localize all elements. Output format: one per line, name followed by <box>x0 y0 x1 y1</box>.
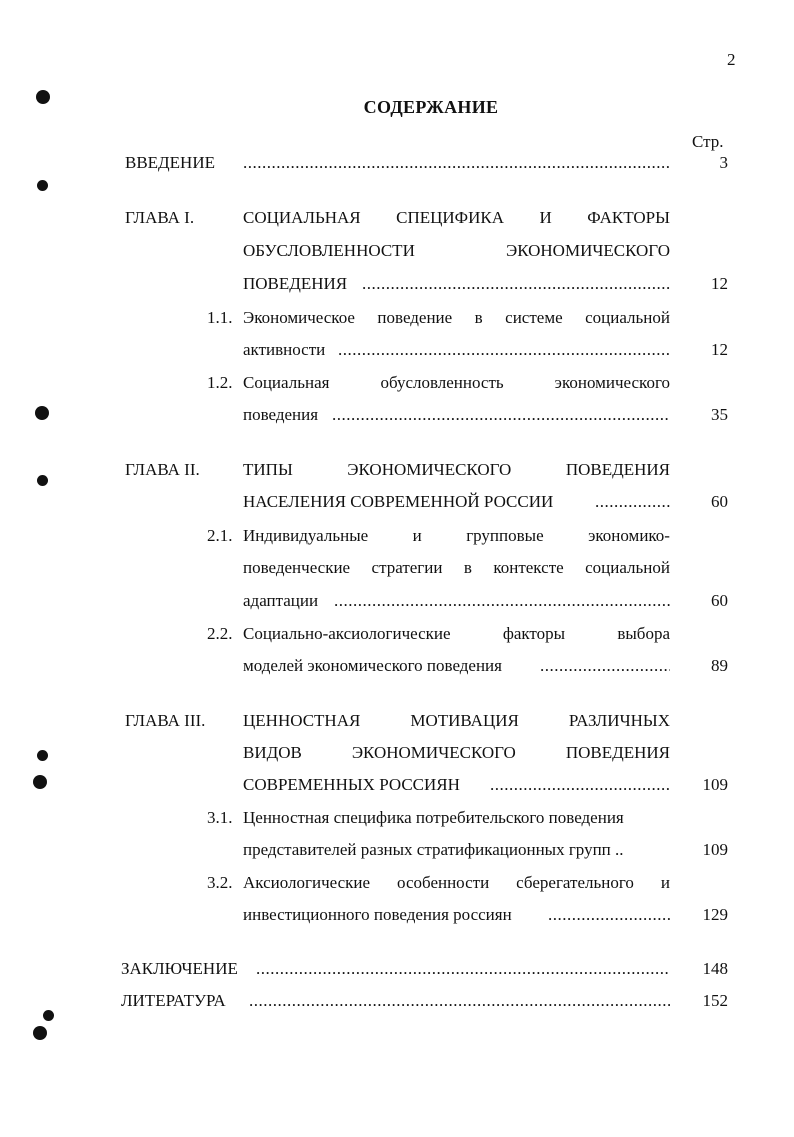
leader-dots <box>595 491 670 513</box>
leader-dots <box>249 990 670 1012</box>
toc-page-number: 152 <box>702 991 728 1010</box>
section-number: 1.2. <box>207 373 233 392</box>
section-title-line: моделей экономического поведения <box>243 656 502 675</box>
toc-page-number: 35 <box>711 405 728 424</box>
punch-hole-mark <box>33 1026 47 1040</box>
page-column-header: Стр. <box>692 132 724 151</box>
leader-dots <box>334 590 670 612</box>
toc-entry-intro[interactable] <box>0 152 794 174</box>
leader-dots <box>548 904 670 926</box>
toc-page-number: 148 <box>702 959 728 978</box>
section-title-line: представителей разных стратификационных групп .. <box>243 840 624 859</box>
chapter-title-line: ТИПЫ ЭКОНОМИЧЕСКОГО ПОВЕДЕНИЯ <box>243 460 670 479</box>
chapter-label: ГЛАВА III. <box>125 711 206 730</box>
leader-dots <box>362 273 670 295</box>
section-title-line: Социальная обусловленность экономического <box>243 373 670 392</box>
leader-dots <box>490 774 670 796</box>
leader-dots <box>332 404 670 426</box>
leader-dots <box>243 152 670 174</box>
toc-page-number: 89 <box>711 656 728 675</box>
toc-page-number: 60 <box>711 492 728 511</box>
toc-page-number: 3 <box>719 153 728 172</box>
chapter-title-line: ЦЕННОСТНАЯ МОТИВАЦИЯ РАЗЛИЧНЫХ <box>243 711 670 730</box>
section-number: 2.2. <box>207 624 233 643</box>
section-title-line: поведенческие стратегии в контексте социальной <box>243 558 670 577</box>
section-title-line: инвестиционного поведения россиян <box>243 905 512 924</box>
chapter-title-line: СОЦИАЛЬНАЯ СПЕЦИФИКА И ФАКТОРЫ <box>243 208 670 227</box>
section-title-line: поведения <box>243 405 319 424</box>
section-number: 3.1. <box>207 808 233 827</box>
section-title-line: Аксиологические особенности сберегательного и <box>243 873 670 892</box>
toc-entry-label: ВВЕДЕНИЕ <box>125 153 215 172</box>
chapter-title-line: ПОВЕДЕНИЯ <box>243 274 348 293</box>
toc-entry-label: ЗАКЛЮЧЕНИЕ <box>121 959 238 978</box>
chapter-title-line: НАСЕЛЕНИЯ СОВРЕМЕННОЙ РОССИИ <box>243 492 554 511</box>
punch-hole-mark <box>37 180 48 191</box>
chapter-title-line: СОВРЕМЕННЫХ РОССИЯН <box>243 775 460 794</box>
leader-dots <box>338 339 670 361</box>
section-title-line: адаптации <box>243 591 319 610</box>
toc-page-number: 12 <box>711 274 728 293</box>
section-title-line: Ценностная специфика потребительского поведения <box>243 808 624 827</box>
section-number: 1.1. <box>207 308 233 327</box>
toc-page-number: 109 <box>702 840 728 859</box>
toc-entry-conclusion[interactable] <box>0 958 794 980</box>
section-title-line: Социально-аксиологические факторы выбора <box>243 624 670 643</box>
toc-entry-literature[interactable] <box>0 990 794 1012</box>
page-number: 2 <box>727 50 736 69</box>
toc-page-number: 109 <box>702 775 728 794</box>
chapter-title-line: ОБУСЛОВЛЕННОСТИ ЭКОНОМИЧЕСКОГО <box>243 241 670 260</box>
section-title-line: активности <box>243 340 326 359</box>
leader-dots <box>540 655 670 677</box>
toc-page-number: 129 <box>702 905 728 924</box>
section-title-line: Экономическое поведение в системе социальной <box>243 308 670 327</box>
chapter-title-line: ВИДОВ ЭКОНОМИЧЕСКОГО ПОВЕДЕНИЯ <box>243 743 670 762</box>
chapter-label: ГЛАВА I. <box>125 208 195 227</box>
page-title: СОДЕРЖАНИЕ <box>363 97 499 117</box>
toc-page-number: 60 <box>711 591 728 610</box>
section-title-line: Индивидуальные и групповые экономико- <box>243 526 670 545</box>
chapter-label: ГЛАВА II. <box>125 460 200 479</box>
section-number: 2.1. <box>207 526 233 545</box>
leader-dots <box>256 958 670 980</box>
toc-page-number: 12 <box>711 340 728 359</box>
section-number: 3.2. <box>207 873 233 892</box>
toc-entry-label: ЛИТЕРАТУРА <box>121 991 226 1010</box>
